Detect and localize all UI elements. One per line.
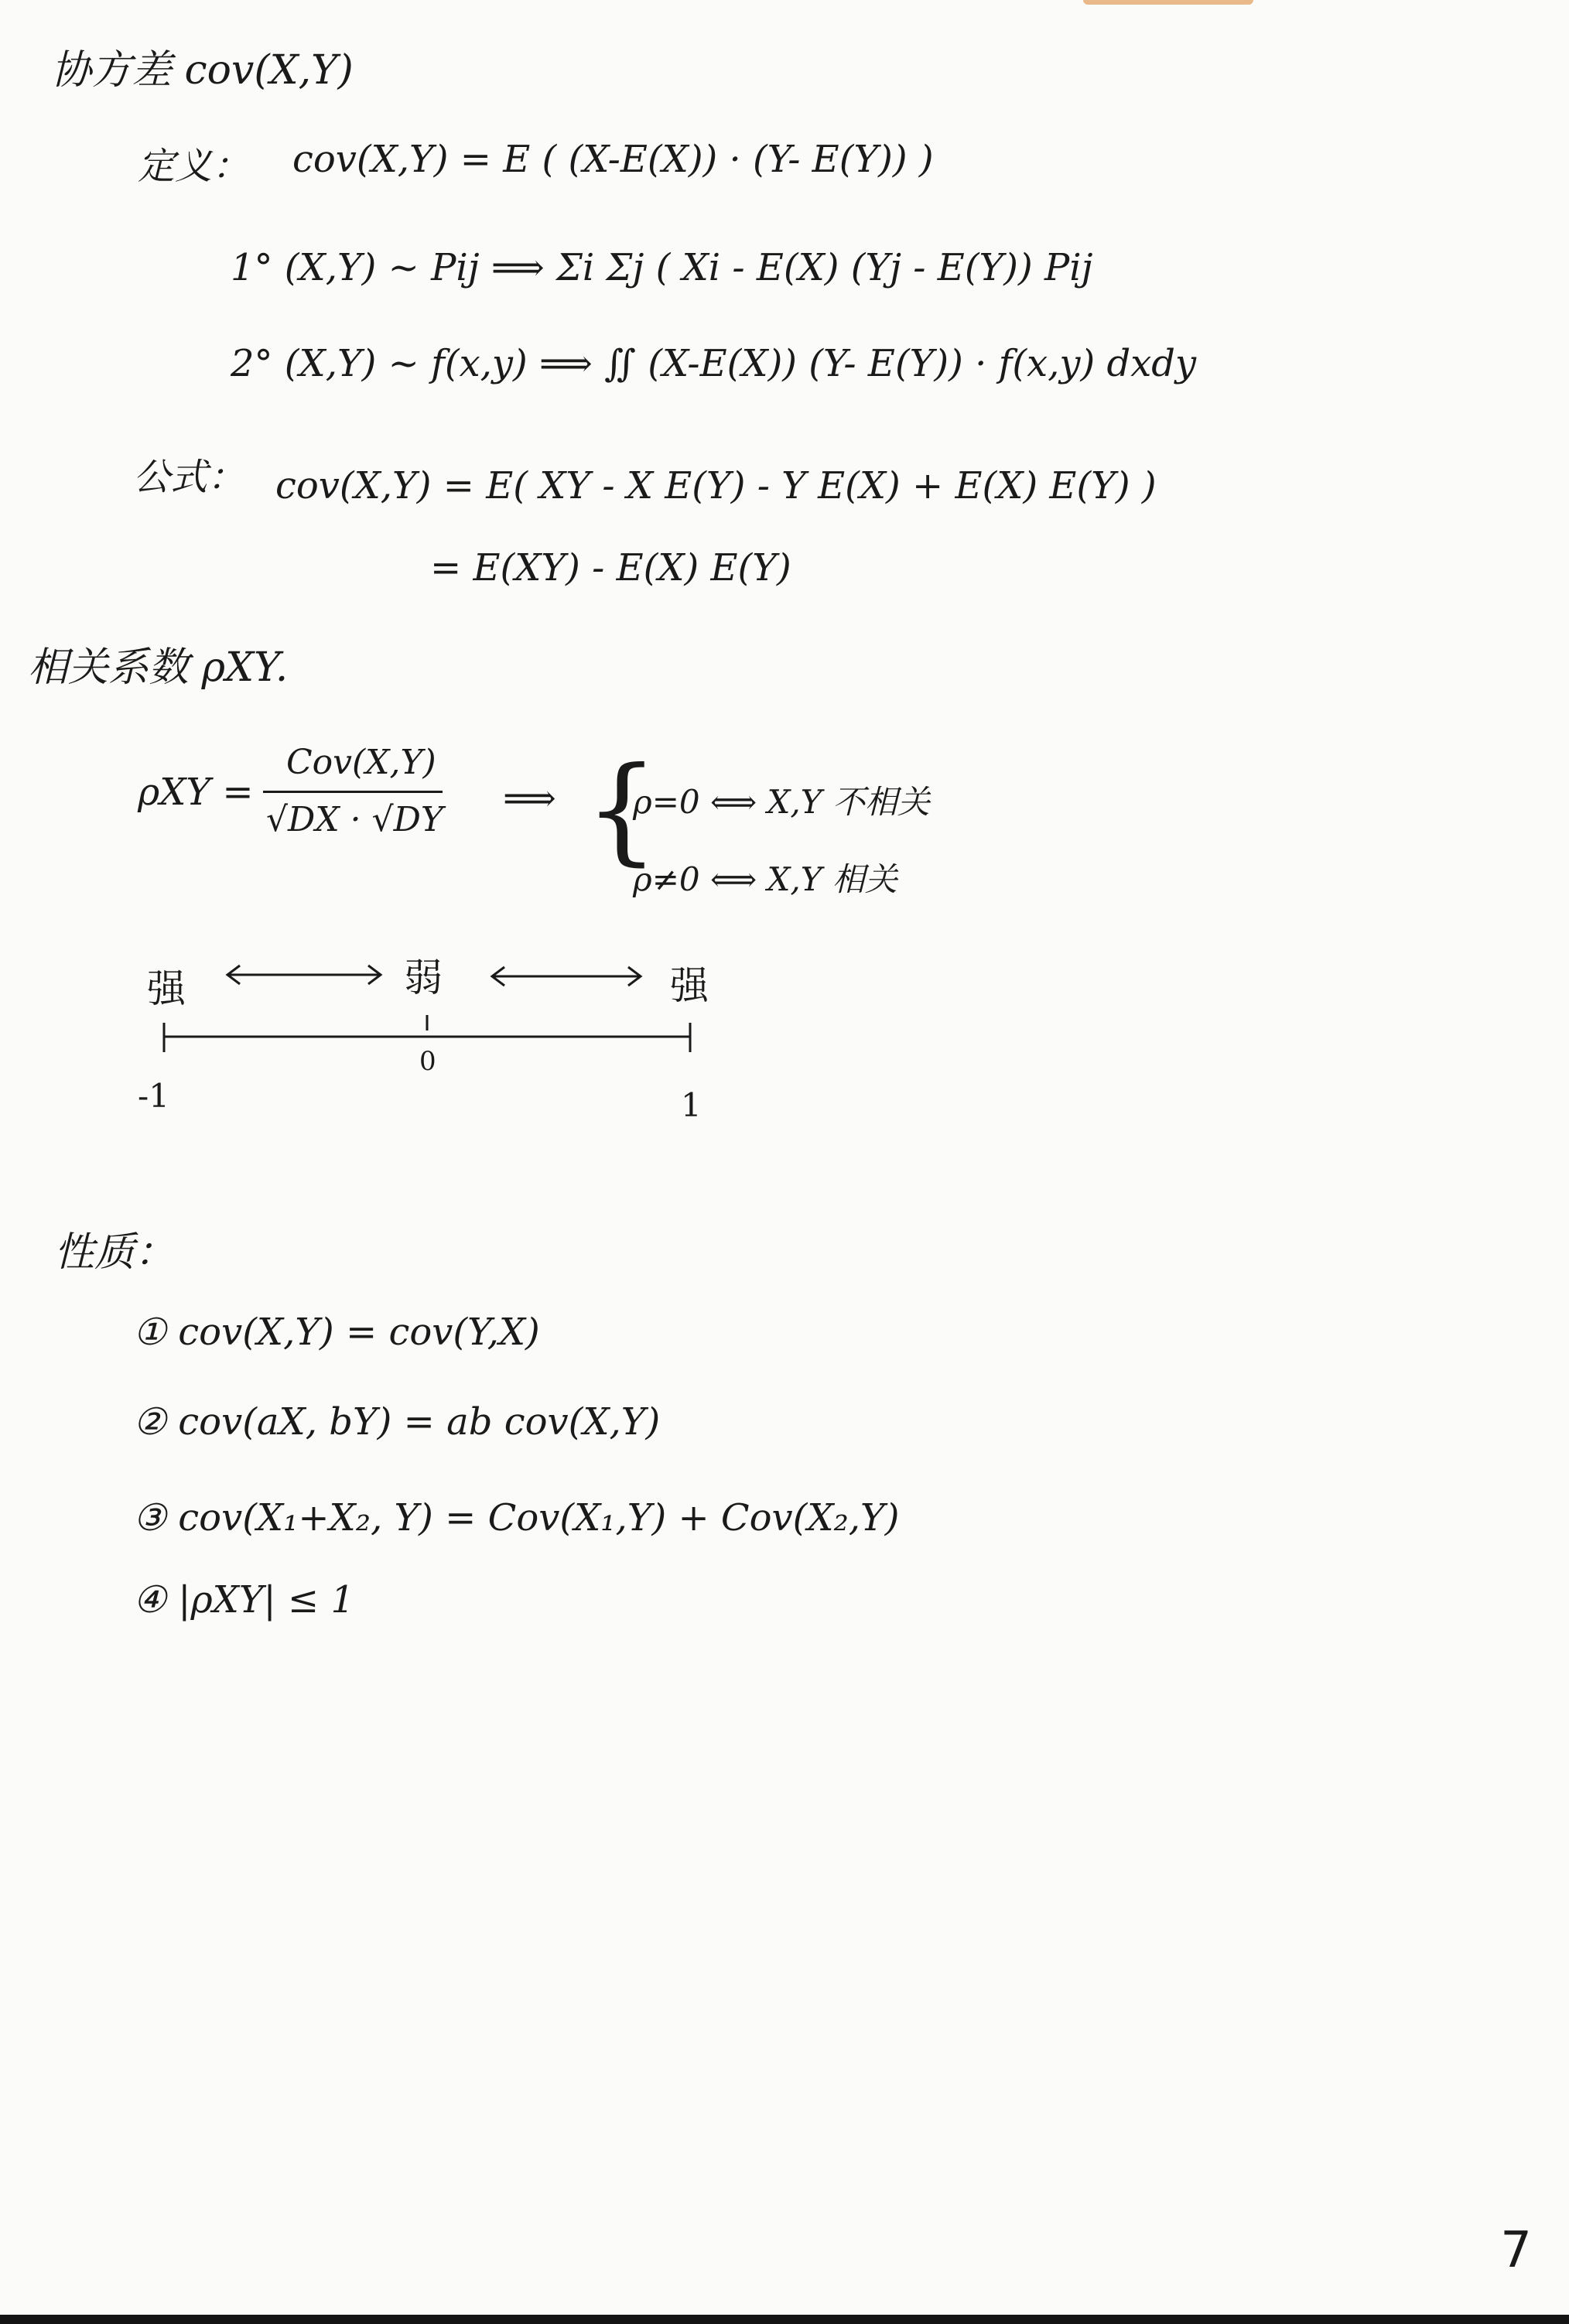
strength-arrows (0, 928, 1569, 1238)
page-edge-bottom (0, 2315, 1569, 2324)
rho-lhs: ρXY = (138, 771, 254, 814)
case-correlated: ρ≠0 ⟺ X,Y 相关 (633, 860, 897, 898)
scale-mid-label: 0 (419, 1046, 436, 1077)
property-1: ① cov(X,Y) = cov(Y,X) (133, 1311, 540, 1354)
implies-arrow: ⟹ (503, 777, 556, 820)
definition-formula: cov(X,Y) = E ( (X-E(X)) · (Y- E(Y)) ) (292, 138, 934, 181)
case-uncorrelated: ρ=0 ⟺ X,Y 不相关 (633, 783, 930, 821)
scale-middle-label: 弱 (404, 955, 443, 1000)
discrete-case-formula: 1° (X,Y) ~ Pij ⟹ Σi Σj ( Xi - E(X) (Yj - E(Y)) Pij (231, 246, 1093, 289)
fraction-bar (263, 791, 443, 793)
definition-label: 定义： (138, 145, 250, 188)
property-4: ④ |ρXY| ≤ 1 (133, 1578, 354, 1622)
cases-brace: { (585, 743, 659, 877)
page-edge-top (1083, 0, 1253, 5)
fraction-numerator: Cov(X,Y) (286, 743, 436, 782)
scale-min-label: -1 (138, 1077, 169, 1115)
expanded-formula-line-2: = E(XY) - E(X) E(Y) (430, 546, 791, 590)
fraction-denominator: √DX · √DY (266, 800, 443, 839)
correlation-heading: 相关系数 ρXY. (28, 644, 289, 691)
formula-label: 公式： (133, 456, 245, 499)
correlation-fraction (263, 743, 449, 851)
property-2: ② cov(aX, bY) = ab cov(X,Y) (133, 1400, 661, 1444)
covariance-heading: 协方差 cov(X,Y) (51, 47, 354, 94)
properties-heading: 性质： (54, 1229, 176, 1276)
continuous-case-formula: 2° (X,Y) ~ f(x,y) ⟹ ∬ (X-E(X)) (Y- E(Y)) · f(x,y) dxdy (231, 342, 1197, 385)
scale-max-label: 1 (681, 1086, 702, 1124)
page-number: 7 (1500, 2222, 1532, 2279)
property-3: ③ cov(X₁+X₂, Y) = Cov(X₁,Y) + Cov(X₂,Y) (133, 1496, 900, 1540)
scale-left-label: 强 (147, 966, 186, 1011)
scale-right-label: 强 (670, 963, 709, 1008)
expanded-formula-line-1: cov(X,Y) = E( XY - X E(Y) - Y E(X) + E(X) E(Y) ) (275, 464, 1157, 508)
